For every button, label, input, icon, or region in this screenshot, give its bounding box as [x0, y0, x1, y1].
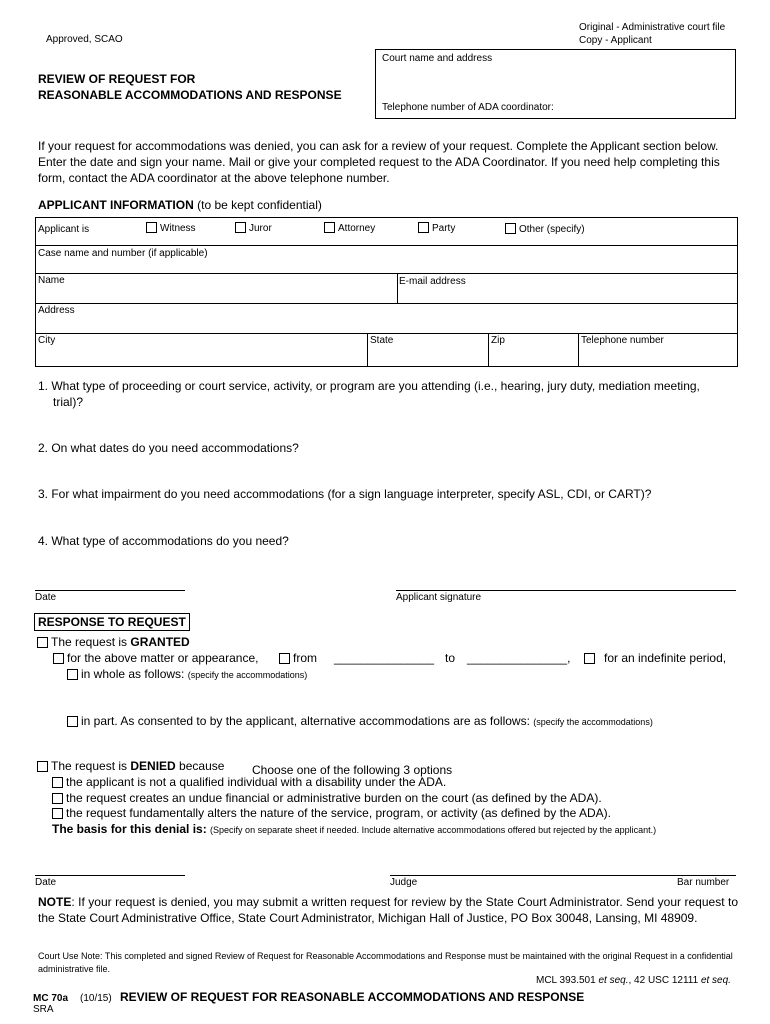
- denial-basis-label: The basis for this denial is:: [52, 822, 207, 836]
- witness-label: Witness: [160, 223, 196, 234]
- whole-label: in whole as follows:: [81, 667, 185, 681]
- from-option[interactable]: [279, 651, 317, 665]
- judge-label: Judge: [390, 877, 418, 888]
- granted-checkbox[interactable]: [37, 637, 48, 648]
- citation-mcl-etseq: et seq.: [598, 975, 629, 986]
- denied-pre: The request is: [51, 759, 131, 773]
- denied-reason-2-checkbox[interactable]: [52, 793, 63, 804]
- part-note: (specify the accommodations): [533, 717, 653, 727]
- denied-reason-3-checkbox[interactable]: [52, 808, 63, 819]
- from-label: from: [293, 651, 317, 665]
- question-1: 1. What type of proceeding or court service, activity, or program are you attending (i.e., hearing, jury duty, mediation meeting,: [38, 379, 700, 393]
- denial-basis-note: (Specify on separate sheet if needed. Include alternative accommodations offered but rejected by the applicant.): [210, 825, 657, 835]
- denied-post: because: [175, 759, 225, 773]
- bar-number-label: Bar number: [677, 877, 730, 888]
- applicant-signature-label: Applicant signature: [396, 592, 482, 603]
- witness-checkbox[interactable]: [146, 222, 157, 233]
- granted-word: GRANTED: [130, 635, 190, 649]
- indefinite-option[interactable]: [584, 651, 726, 665]
- above-matter-label: for the above matter or appearance,: [67, 651, 259, 665]
- citation-usc: , 42 USC 12111: [628, 975, 701, 986]
- citation: [536, 975, 731, 986]
- denied-reason-1[interactable]: [52, 775, 446, 789]
- note-label: NOTE: [38, 895, 72, 909]
- email-field[interactable]: E-mail address: [399, 276, 466, 287]
- intro-paragraph: If your request for accommodations was denied, you can ask for a review of your request. Complete the Applicant section below. Enter the date and sign your name. Mail or give your completed request to the ADA Coordinator. If you need help completing this form, contact the ADA coordinator at the above telephone number.: [38, 139, 720, 185]
- granted-pre: The request is: [51, 635, 131, 649]
- part-label: in part. As consented to by the applicant, alternative accommodations are as follows:: [81, 714, 530, 728]
- juror-checkbox[interactable]: [235, 222, 246, 233]
- applicant-heading-note: (to be kept confidential): [197, 198, 322, 212]
- above-matter-checkbox[interactable]: [53, 653, 64, 664]
- name-field[interactable]: Name: [38, 275, 65, 286]
- denied-reason-1-checkbox[interactable]: [52, 777, 63, 788]
- attorney-checkbox[interactable]: [324, 222, 335, 233]
- part-option[interactable]: [67, 714, 653, 728]
- part-checkbox[interactable]: [67, 716, 78, 727]
- applicant-heading-title: APPLICANT INFORMATION: [38, 198, 194, 212]
- question-2: 2. On what dates do you need accommodations?: [38, 441, 299, 455]
- granted-option[interactable]: [37, 635, 190, 649]
- question-3: 3. For what impairment do you need accommodations (for a sign language interpreter, specify ASL, CDI, or CART)?: [38, 487, 652, 501]
- denied-reason-1-label: the applicant is not a qualified individual with a disability under the ADA.: [66, 775, 447, 789]
- denied-word: DENIED: [130, 759, 176, 773]
- court-use-note: Court Use Note: This completed and signed Review of Request for Reasonable Accommodations and Response must be maintained with the original Request in a confidential administrative file.: [38, 951, 733, 974]
- judge-signature-line[interactable]: [390, 875, 736, 876]
- from-date-blank[interactable]: _______________: [334, 651, 435, 665]
- case-name-field[interactable]: Case name and number (if applicable): [38, 248, 208, 259]
- note-paragraph: [38, 894, 738, 926]
- party-option[interactable]: [418, 222, 455, 234]
- ada-phone-label: Telephone number of ADA coordinator:: [382, 102, 554, 113]
- denied-checkbox[interactable]: [37, 761, 48, 772]
- question-4: 4. What type of accommodations do you need?: [38, 534, 289, 548]
- address-field[interactable]: Address: [38, 305, 75, 316]
- city-field[interactable]: City: [38, 335, 56, 346]
- denied-reason-3-label: the request fundamentally alters the nature of the service, program, or activity (as defined by the ADA).: [66, 806, 611, 820]
- applicant-is-label: Applicant is: [38, 224, 90, 235]
- party-checkbox[interactable]: [418, 222, 429, 233]
- state-field[interactable]: State: [370, 335, 394, 346]
- choose-option-hint: Choose one of the following 3 options: [252, 763, 453, 777]
- form-revision: (10/15): [80, 993, 112, 1004]
- response-heading: RESPONSE TO REQUEST: [34, 613, 190, 631]
- question-1-cont: trial)?: [53, 395, 84, 409]
- from-checkbox[interactable]: [279, 653, 290, 664]
- applicant-date-label: Date: [35, 592, 57, 603]
- party-label: Party: [432, 223, 456, 234]
- indefinite-checkbox[interactable]: [584, 653, 595, 664]
- juror-label: Juror: [249, 223, 272, 234]
- to-label: to: [445, 651, 456, 665]
- applicant-date-line[interactable]: [35, 590, 185, 591]
- applicant-heading: [38, 198, 322, 212]
- note-text: : If your request is denied, you may submit a written request for review by the State Court Administrator. Send your request to the State Court Administrative Office, State Court Administrator, Michigan Hall of Justice, PO Box 30048, Lansing, MI 48909.: [38, 895, 738, 925]
- court-box[interactable]: [375, 49, 736, 119]
- judge-date-line[interactable]: [35, 875, 185, 876]
- footer-sra: SRA: [33, 1004, 54, 1015]
- above-matter-option[interactable]: [53, 651, 258, 665]
- citation-usc-etseq: et seq.: [700, 975, 731, 986]
- judge-date-label: Date: [35, 877, 57, 888]
- attorney-option[interactable]: [324, 222, 375, 234]
- form-number: MC 70a: [33, 993, 69, 1004]
- other-option[interactable]: [505, 223, 585, 235]
- distribution-original: Original - Administrative court file: [579, 22, 726, 33]
- attorney-label: Attorney: [338, 223, 376, 234]
- distribution-copy: Copy - Applicant: [579, 35, 652, 46]
- approval-text: Approved, SCAO: [46, 34, 123, 45]
- denied-reason-2-label: the request creates an undue financial or administrative burden on the court (as defined by the ADA).: [66, 791, 602, 805]
- form-title-line1: REVIEW OF REQUEST FOR: [38, 72, 196, 86]
- to-date-blank[interactable]: _______________,: [467, 651, 571, 665]
- telephone-field[interactable]: Telephone number: [581, 335, 664, 346]
- juror-option[interactable]: [235, 222, 272, 234]
- whole-note: (specify the accommodations): [187, 670, 308, 680]
- denied-reason-2[interactable]: [52, 791, 602, 805]
- citation-mcl: MCL 393.501: [536, 975, 599, 986]
- other-label: Other (specify): [519, 224, 585, 235]
- indefinite-label: for an indefinite period,: [604, 651, 727, 665]
- denied-reason-3[interactable]: [52, 806, 611, 820]
- applicant-signature-line[interactable]: [396, 590, 736, 591]
- denied-option[interactable]: [37, 759, 224, 773]
- other-checkbox[interactable]: [505, 223, 516, 234]
- footer-title: REVIEW OF REQUEST FOR REASONABLE ACCOMMODATIONS AND RESPONSE: [120, 990, 585, 1004]
- form-title-line2: REASONABLE ACCOMMODATIONS AND RESPONSE: [38, 88, 342, 102]
- whole-option[interactable]: [67, 667, 307, 681]
- zip-field[interactable]: Zip: [491, 335, 505, 346]
- witness-option[interactable]: [146, 222, 196, 234]
- court-name-label: Court name and address: [382, 53, 493, 64]
- whole-checkbox[interactable]: [67, 669, 78, 680]
- denial-basis: [52, 822, 656, 836]
